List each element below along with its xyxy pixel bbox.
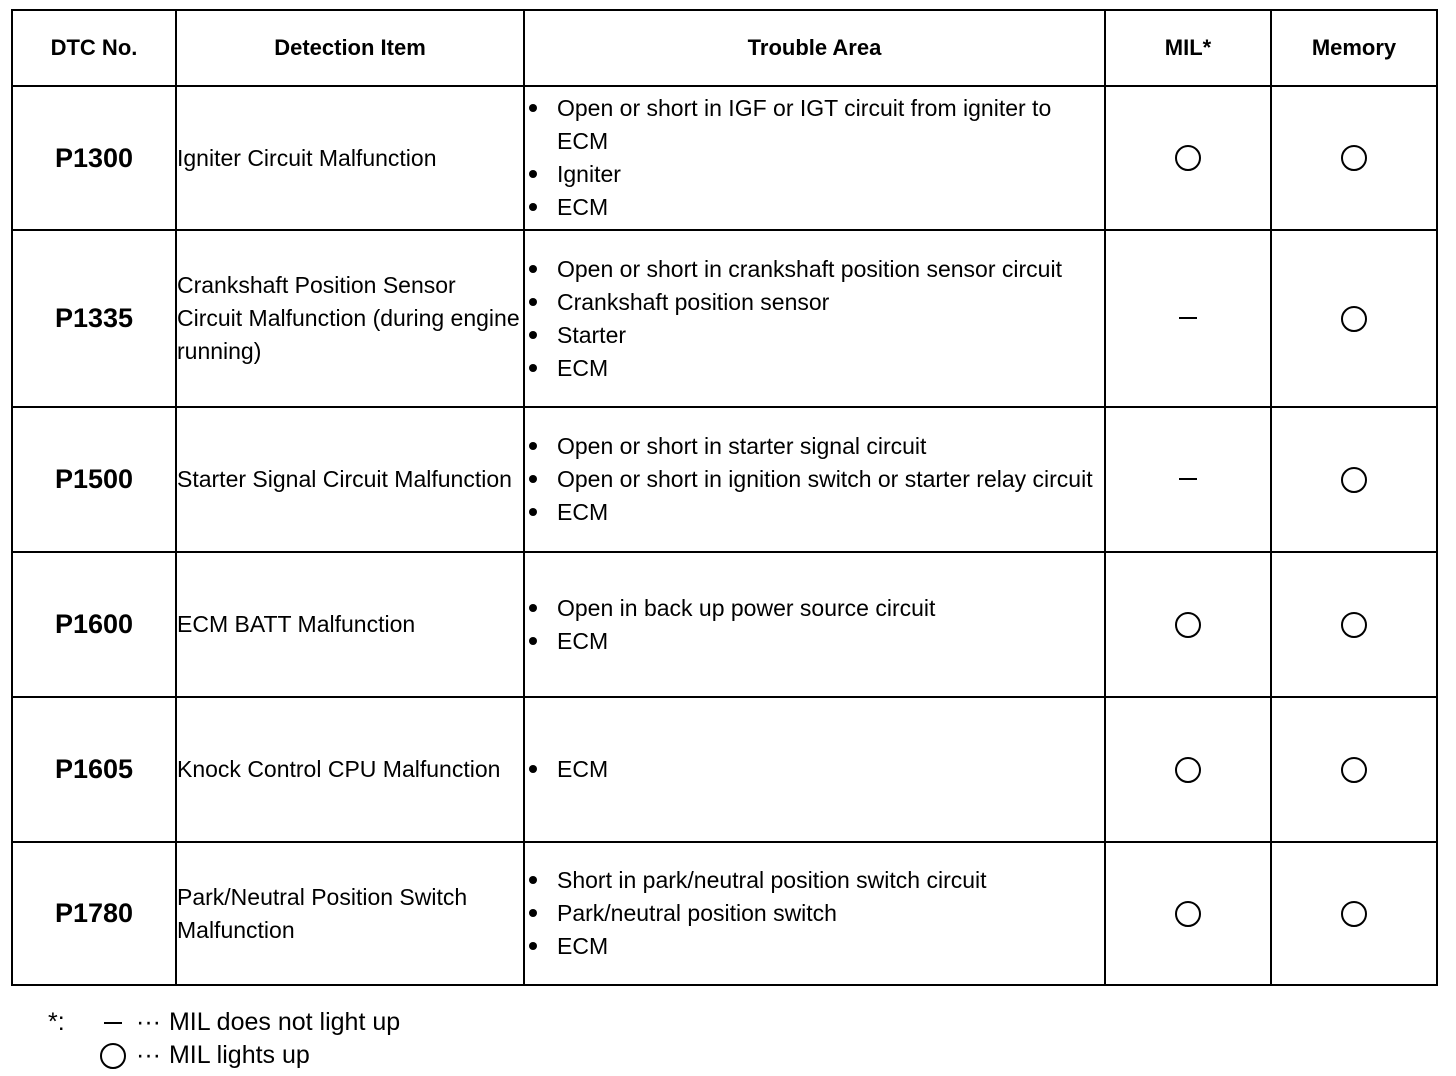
trouble-area-item: Park/neutral position switch: [525, 897, 1104, 930]
legend-dash-text: MIL does not light up: [168, 1008, 401, 1036]
dtc-code: P1600: [12, 552, 176, 697]
trouble-area-item: ECM: [525, 496, 1104, 529]
trouble-area: [524, 697, 1105, 842]
trouble-area-item: Open or short in IGF or IGT circuit from igniter to ECM: [525, 92, 1104, 158]
table-row: [12, 230, 1437, 407]
memory-cell: [1271, 842, 1437, 985]
circle-icon: [1341, 467, 1367, 493]
header-mil: MIL*: [1105, 10, 1271, 86]
detection-item: Park/Neutral Position Switch Malfunction: [176, 842, 524, 985]
circle-icon: [1175, 901, 1201, 927]
mil-cell: [1105, 230, 1271, 407]
header-row: [12, 10, 1437, 86]
dash-icon: [104, 1022, 122, 1024]
header-trouble-area: Trouble Area: [524, 10, 1105, 86]
circle-icon: [1341, 901, 1367, 927]
mil-cell: [1105, 842, 1271, 985]
mil-cell: [1105, 407, 1271, 552]
trouble-area-item: Open or short in crankshaft position sensor circuit: [525, 253, 1104, 286]
circle-icon: [1341, 145, 1367, 171]
circle-icon: [1341, 612, 1367, 638]
circle-icon: [1175, 757, 1201, 783]
detection-item: Igniter Circuit Malfunction: [176, 86, 524, 230]
trouble-area-item: ECM: [525, 191, 1104, 224]
legend-ellipsis: ···: [136, 1041, 161, 1069]
header-dtc-no: DTC No.: [12, 10, 176, 86]
table-row: [12, 842, 1437, 985]
detection-item: Crankshaft Position Sensor Circuit Malfunction (during engine running): [176, 230, 524, 407]
trouble-area-item: Igniter: [525, 158, 1104, 191]
memory-cell: [1271, 86, 1437, 230]
header-detection-item: Detection Item: [176, 10, 524, 86]
table-row: [12, 552, 1437, 697]
trouble-area: [524, 86, 1105, 230]
trouble-area: [524, 407, 1105, 552]
dash-icon: [1179, 478, 1197, 480]
trouble-area-item: Open or short in ignition switch or starter relay circuit: [525, 463, 1104, 496]
memory-cell: [1271, 552, 1437, 697]
memory-cell: [1271, 407, 1437, 552]
header-memory: Memory: [1271, 10, 1437, 86]
trouble-area-item: ECM: [525, 352, 1104, 385]
memory-cell: [1271, 697, 1437, 842]
circle-icon: [100, 1043, 126, 1069]
mil-cell: [1105, 697, 1271, 842]
trouble-area: [524, 230, 1105, 407]
legend-row-dash: [48, 1006, 400, 1039]
legend-row-circle: [48, 1039, 400, 1072]
trouble-area-item: ECM: [525, 753, 1104, 786]
trouble-area: [524, 552, 1105, 697]
trouble-area-item: Open in back up power source circuit: [525, 592, 1104, 625]
legend-circle-text: MIL lights up: [168, 1041, 310, 1069]
mil-cell: [1105, 86, 1271, 230]
dtc-code: P1605: [12, 697, 176, 842]
circle-icon: [1175, 145, 1201, 171]
trouble-area-item: Crankshaft position sensor: [525, 286, 1104, 319]
circle-icon: [1175, 612, 1201, 638]
mil-cell: [1105, 552, 1271, 697]
circle-icon: [1341, 757, 1367, 783]
table-row: [12, 697, 1437, 842]
legend-marker: *:: [48, 1008, 65, 1036]
trouble-area-item: Open or short in starter signal circuit: [525, 430, 1104, 463]
trouble-area-item: ECM: [525, 625, 1104, 658]
dtc-code: P1300: [12, 86, 176, 230]
dash-icon: [1179, 317, 1197, 319]
legend-ellipsis: ···: [136, 1008, 161, 1036]
dtc-code: P1780: [12, 842, 176, 985]
trouble-area-item: Short in park/neutral position switch circuit: [525, 864, 1104, 897]
dtc-code: P1335: [12, 230, 176, 407]
detection-item: Starter Signal Circuit Malfunction: [176, 407, 524, 552]
trouble-area-item: Starter: [525, 319, 1104, 352]
trouble-area: [524, 842, 1105, 985]
dtc-code: P1500: [12, 407, 176, 552]
table-row: [12, 407, 1437, 552]
detection-item: Knock Control CPU Malfunction: [176, 697, 524, 842]
circle-icon: [1341, 306, 1367, 332]
table-row: [12, 86, 1437, 230]
dtc-table: [11, 9, 1438, 986]
legend: [48, 1006, 400, 1072]
detection-item: ECM BATT Malfunction: [176, 552, 524, 697]
trouble-area-item: ECM: [525, 930, 1104, 963]
memory-cell: [1271, 230, 1437, 407]
